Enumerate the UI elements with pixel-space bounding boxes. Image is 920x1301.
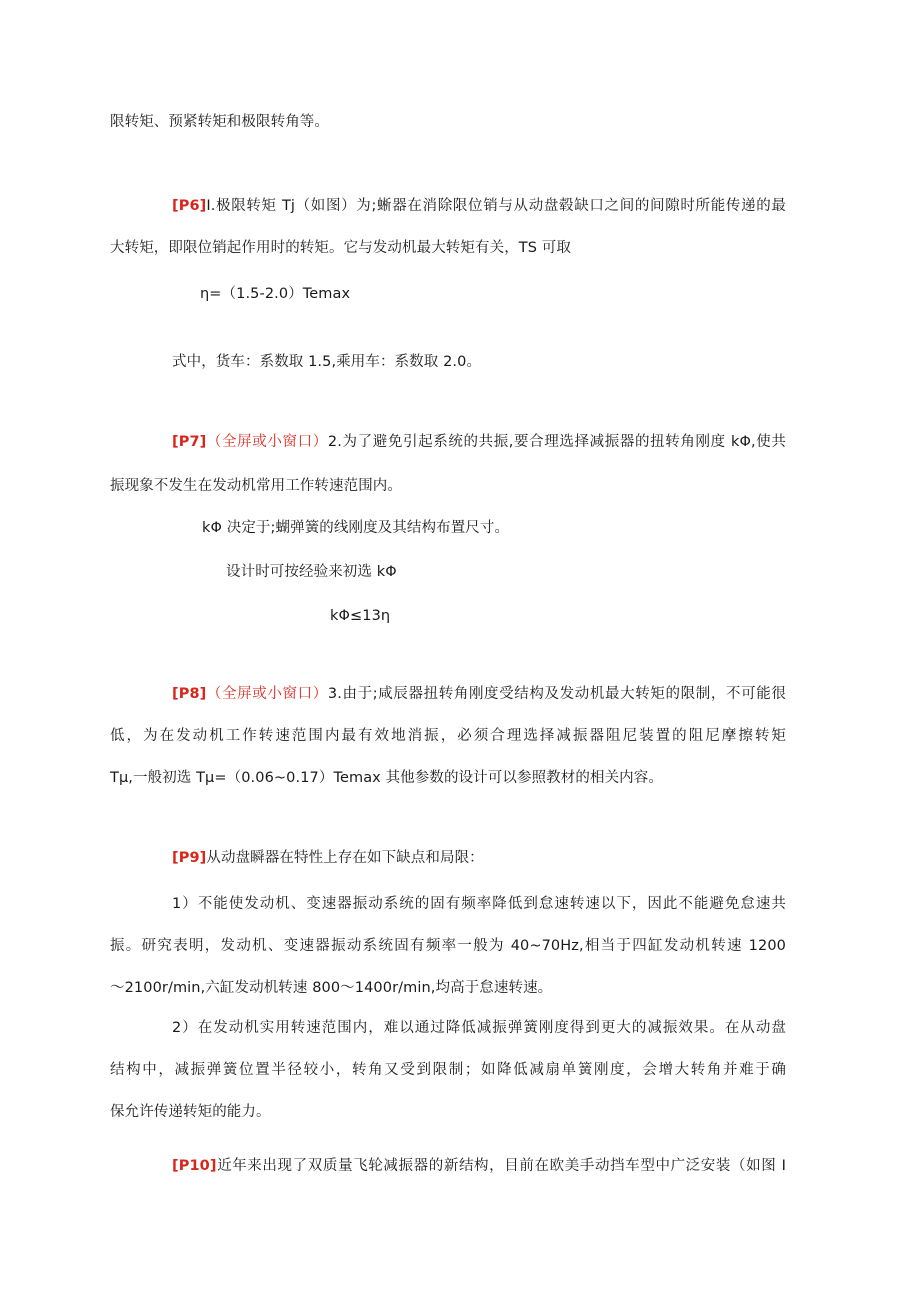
paragraph-p8-line xyxy=(172,684,786,704)
text-line: 大转矩，即限位销起作用时的转矩。它与发动机最大转矩有关，TS 可取 xyxy=(110,240,571,256)
text-line: ～2100r/min,六缸发动机转速 800～1400r/min,均高于怠速转速。 xyxy=(110,980,553,996)
text-line: 振。研究表明，发动机、变速器振动系统固有频率一般为 40~70Hz,相当于四缸发动机转速 1200 xyxy=(110,938,786,954)
section-tag-p7: [P7] xyxy=(172,434,207,450)
fullscreen-note: （全屏或小窗口） xyxy=(206,686,328,702)
section-tag-p8: [P8] xyxy=(172,686,207,702)
text-line: 保允许传递转矩的能力。 xyxy=(110,1104,271,1120)
section-tag-p6: [P6] xyxy=(172,198,207,214)
text-line: 结构中，减振弹簧位置半径较小，转角又受到限制；如降低减扇单簧刚度，会增大转角并难于确 xyxy=(110,1062,786,1078)
text-line: 2）在发动机实用转速范围内，难以通过降低减振弹簧刚度得到更大的减振效果。在从动盘 xyxy=(172,1020,786,1036)
paragraph-p6-line xyxy=(172,196,786,216)
section-tag-p9: [P9] xyxy=(172,850,207,866)
text-line: kΦ 决定于;蝴弹簧的线刚度及其结构布置尺寸。 xyxy=(202,520,510,536)
text-span: 2.为了避免引起系统的共振,要合理选择减振器的扭转角刚度 kΦ,使共 xyxy=(327,434,786,450)
text-line: 式中，货车：系数取 1.5,乘用车：系数取 2.0。 xyxy=(172,354,482,370)
formula: kΦ≤13η xyxy=(330,608,391,624)
text-span: 3.由于;咸辰器扭转角刚度受结构及发动机最大转矩的限制，不可能很 xyxy=(327,686,786,702)
paragraph-p7-line xyxy=(172,432,786,452)
text-span: 从动盘瞬器在特性上存在如下缺点和局限： xyxy=(206,850,484,866)
text-line: 限转矩、预紧转矩和极限转角等。 xyxy=(110,114,329,130)
section-tag-p10: [P10] xyxy=(172,1158,217,1174)
text-line: Tμ,一般初选 Tμ=（0.06~0.17）Temax 其他参数的设计可以参照教材的相关内容。 xyxy=(110,770,663,786)
text-line: 设计时可按经验来初选 kΦ xyxy=(226,564,397,580)
text-line: 低，为在发动机工作转速范围内最有效地消振，必须合理选择减振器阻尼装置的阻尼摩擦转矩 xyxy=(110,728,786,744)
text-line: 振现象不发生在发动机常用工作转速范围内。 xyxy=(110,478,402,494)
paragraph-p10-line xyxy=(172,1156,786,1176)
text-span: I.极限转矩 Tj（如图）为;蜥器在消除限位销与从动盘毂缺口之间的间隙时所能传递的最 xyxy=(206,198,786,214)
fullscreen-note: （全屏或小窗口） xyxy=(206,434,328,450)
text-span: 近年来出现了双质量飞轮减振器的新结构，目前在欧美手动挡车型中广泛安装（如图 I xyxy=(216,1158,786,1174)
formula: η=（1.5-2.0）Temax xyxy=(200,286,351,302)
text-line: 1）不能使发动机、变速器振动系统的固有频率降低到怠速转速以下，因此不能避免怠速共 xyxy=(172,896,786,912)
paragraph-p9-line xyxy=(172,848,484,868)
